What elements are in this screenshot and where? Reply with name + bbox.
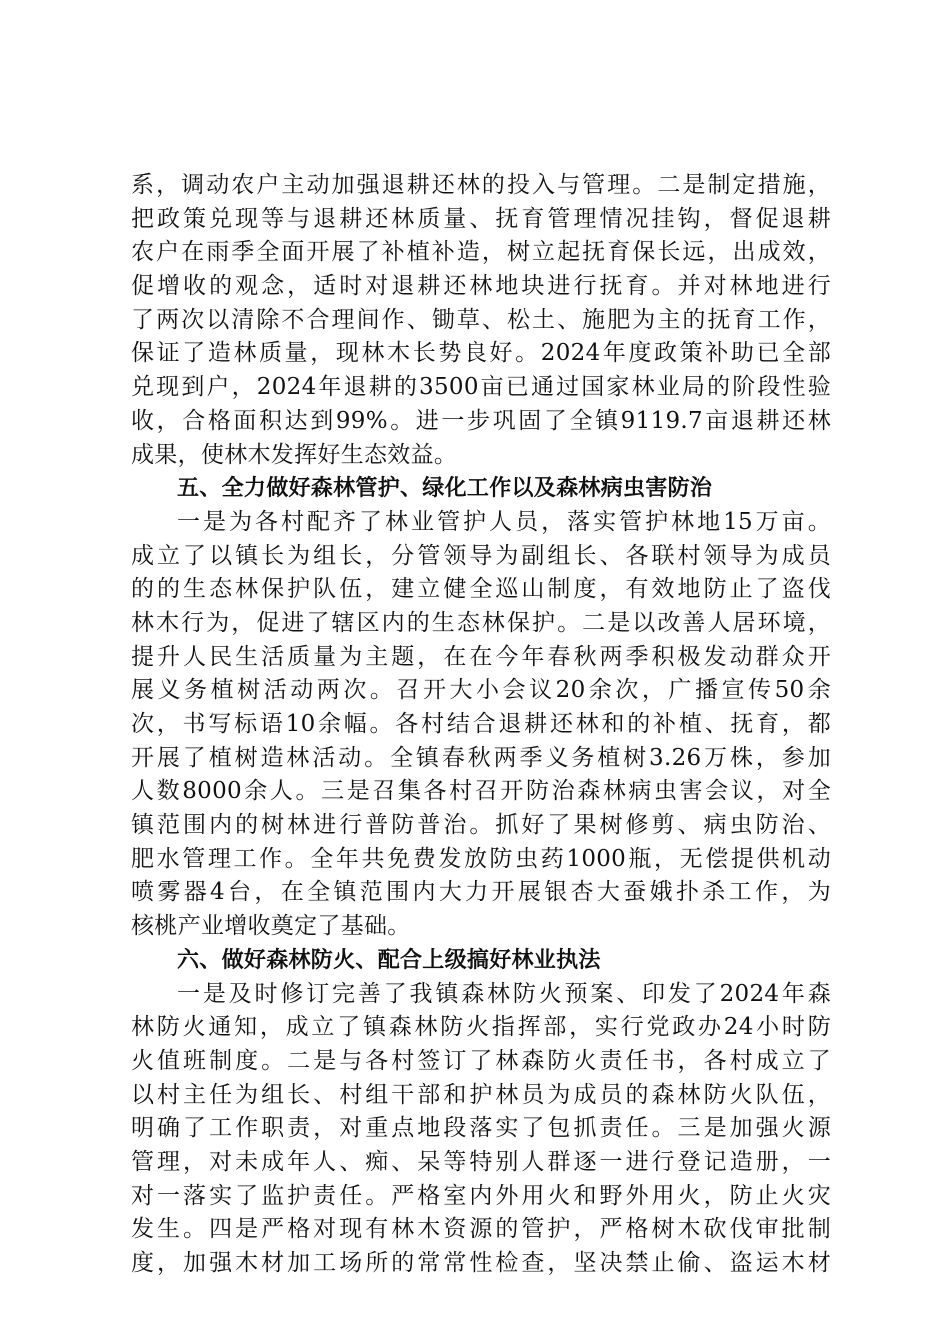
paragraph-line: 喷雾器4台，在全镇范围内大力开展银杏大蚕娥扑杀工作，为 <box>131 879 831 906</box>
paragraph-line: 把政策兑现等与退耕还林质量、抚育管理情况挂钩，督促退耕 <box>131 205 831 232</box>
section-heading: 五、全力做好森林管护、绿化工作以及森林病虫害防治 <box>177 476 713 502</box>
paragraph-line: 成立了以镇长为组长，分管领导为副组长、各联村领导为成员 <box>131 542 831 569</box>
paragraph-line: 林木行为，促进了辖区内的生态林保护。二是以改善人居环境， <box>131 609 831 636</box>
document-body <box>131 169 831 1281</box>
paragraph-line: 人数8000余人。三是召集各村召开防治森林病虫害会议，对全 <box>131 778 831 805</box>
paragraph-line: 对一落实了监护责任。严格室内外用火和野外用火，防止火灾 <box>131 1182 831 1209</box>
paragraph-line: 火值班制度。二是与各村签订了林森防火责任书，各村成立了 <box>131 1047 831 1074</box>
paragraph-line: 以村主任为组长、村组干部和护林员为成员的森林防火队伍， <box>131 1081 831 1108</box>
paragraph-line: 展义务植树活动两次。召开大小会议20余次，广播宣传50余 <box>131 677 831 704</box>
paragraph-line: 系，调动农户主动加强退耕还林的投入与管理。二是制定措施， <box>131 172 831 198</box>
paragraph-line: 了两次以清除不合理间作、锄草、松土、施肥为主的抚育工作， <box>131 306 831 333</box>
paragraph-line: 明确了工作职责，对重点地段落实了包抓责任。三是加强火源 <box>131 1115 831 1142</box>
paragraph-last-line: 成果，使林木发挥好生态效益。 <box>131 441 458 468</box>
paragraph-line: 开展了植树造林活动。全镇春秋两季义务植树3.26万株，参加 <box>131 744 831 771</box>
paragraph-line: 次，书写标语10余幅。各村结合退耕还林和的补植、抚育，都 <box>131 711 831 737</box>
paragraph-first-line: 一是为各村配齐了林业管护人员，落实管护林地15万亩。 <box>177 508 831 535</box>
paragraph-line: 肥水管理工作。全年共免费发放防虫药1000瓶，无偿提供机动 <box>131 845 831 872</box>
paragraph-line: 收，合格面积达到99%。进一步巩固了全镇9119.7亩退耕还林 <box>131 407 831 434</box>
paragraph-first-line: 一是及时修订完善了我镇森林防火预案、印发了2024年森 <box>177 980 831 1007</box>
paragraph-line: 林防火通知，成立了镇森林防火指挥部，实行党政办24小时防 <box>131 1014 831 1041</box>
paragraph-line: 兑现到户，2024年退耕的3500亩已通过国家林业局的阶段性验 <box>131 374 831 401</box>
paragraph-line: 度，加强木材加工场所的常常性检查，坚决禁止偷、盗运木材 <box>131 1250 831 1276</box>
paragraph-line: 的的生态林保护队伍，建立健全巡山制度，有效地防止了盗伐 <box>131 576 831 603</box>
section-heading: 六、做好森林防火、配合上级搞好林业执法 <box>177 947 601 973</box>
paragraph-line: 管理，对未成年人、痴、呆等特别人群逐一进行登记造册，一 <box>131 1148 831 1175</box>
paragraph-line: 农户在雨季全面开展了补植补造，树立起抚育保长远，出成效， <box>131 239 831 266</box>
paragraph-last-line: 核桃产业增收奠定了基础。 <box>131 913 411 940</box>
paragraph-line: 发生。四是严格对现有林木资源的管护，严格树木砍伐审批制 <box>131 1216 831 1243</box>
paragraph-line: 镇范围内的树林进行普防普治。抓好了果树修剪、病虫防治、 <box>131 812 831 839</box>
paragraph-line: 保证了造林质量，现林木长势良好。2024年度政策补助已全部 <box>131 340 831 367</box>
paragraph-line: 提升人民生活质量为主题，在在今年春秋两季积极发动群众开 <box>131 643 831 670</box>
paragraph-line: 促增收的观念，适时对退耕还林地块进行抚育。并对林地进行 <box>131 273 831 300</box>
